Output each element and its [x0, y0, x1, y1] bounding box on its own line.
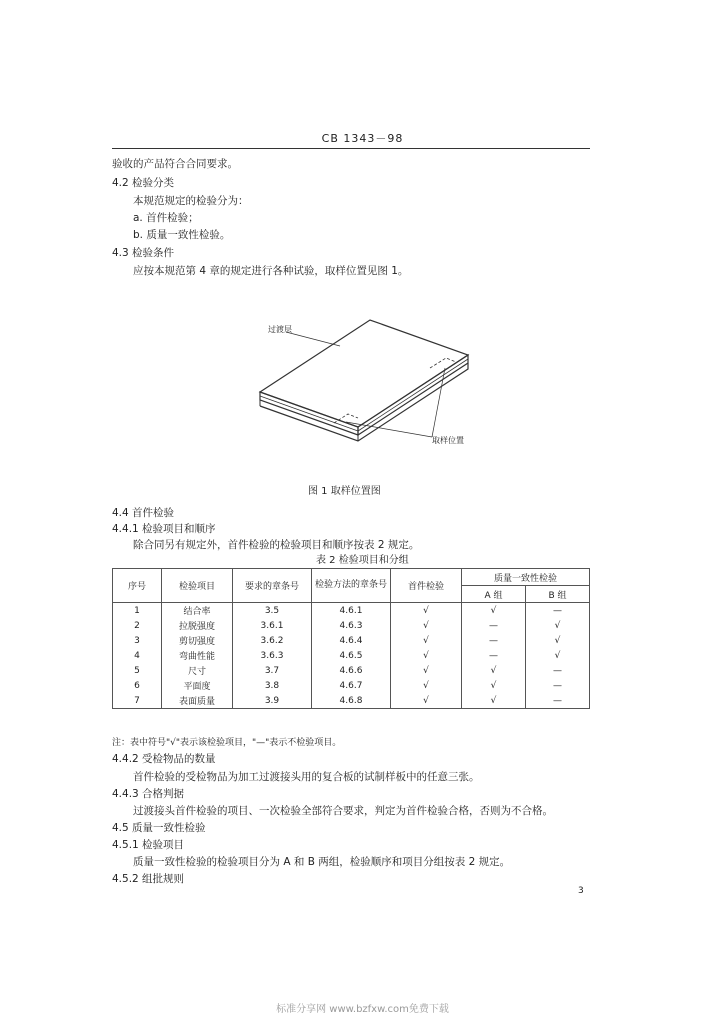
cell-b: —: [525, 663, 589, 678]
cell-item: 结合率: [162, 603, 233, 619]
table-row: [113, 603, 590, 619]
cell-first: √: [391, 663, 462, 678]
col-method: 检验方法的章条号: [312, 569, 391, 603]
col-item: 检验项目: [162, 569, 233, 603]
cell-item: 剪切强度: [162, 633, 233, 648]
cell-b: √: [525, 648, 589, 663]
cell-first: √: [391, 648, 462, 663]
section-heading: 4.5 质量一致性检验: [112, 822, 206, 834]
cell-no: 7: [113, 693, 162, 709]
cell-first: √: [391, 603, 462, 619]
cell-a: —: [462, 618, 526, 633]
cell-b: —: [525, 693, 589, 709]
table-row: [113, 693, 590, 709]
text-line: 质量一致性检验的检验项目分为 A 和 B 两组，检验顺序和项目分组按表 2 规定。: [133, 856, 511, 868]
cell-a: √: [462, 663, 526, 678]
cell-method: 4.6.4: [312, 633, 391, 648]
list-item: a. 首件检验；: [133, 212, 199, 224]
text-line: 过渡接头首件检验的项目、一次检验全部符合要求，判定为首件检验合格，否则为不合格。: [133, 805, 553, 817]
cell-req: 3.6.2: [233, 633, 312, 648]
cell-no: 6: [113, 678, 162, 693]
section-heading: 4.4.2 受检物品的数量: [112, 753, 216, 765]
cell-method: 4.6.3: [312, 618, 391, 633]
section-heading: 4.5.1 检验项目: [112, 839, 185, 851]
cell-first: √: [391, 693, 462, 709]
cell-a: —: [462, 633, 526, 648]
cell-a: √: [462, 678, 526, 693]
table-title: 表 2 检验项目和分组: [316, 555, 409, 566]
cell-first: √: [391, 618, 462, 633]
section-heading: 4.2 检验分类: [112, 177, 175, 189]
col-req: 要求的章条号: [233, 569, 312, 603]
text-line: 首件检验的受检物品为加工过渡接头用的复合板的试制样板中的任意三张。: [133, 771, 480, 783]
list-item: b. 质量一致性检验。: [133, 229, 231, 241]
col-a: A 组: [462, 586, 526, 603]
cell-no: 4: [113, 648, 162, 663]
cell-method: 4.6.8: [312, 693, 391, 709]
cell-no: 5: [113, 663, 162, 678]
cell-req: 3.5: [233, 603, 312, 619]
cell-item: 平面度: [162, 678, 233, 693]
col-b: B 组: [525, 586, 589, 603]
header-rule: [112, 148, 590, 149]
cell-no: 1: [113, 603, 162, 619]
table-row: [113, 618, 590, 633]
figure-label-bottom: 取样位置: [432, 436, 464, 445]
section-heading: 4.4.1 检验项目和顺序: [112, 523, 216, 535]
watermark: 标准分享网 www.bzfxw.com免费下载: [276, 1004, 449, 1015]
cell-first: √: [391, 678, 462, 693]
table-row: [113, 678, 590, 693]
table-header-row: [113, 569, 590, 586]
section-heading: 4.5.2 组批规则: [112, 873, 185, 885]
cell-b: √: [525, 618, 589, 633]
cell-method: 4.6.5: [312, 648, 391, 663]
col-qc: 质量一致性检验: [462, 569, 590, 586]
section-heading: 4.3 检验条件: [112, 247, 175, 259]
cell-b: √: [525, 633, 589, 648]
cell-req: 3.8: [233, 678, 312, 693]
cell-no: 3: [113, 633, 162, 648]
cell-no: 2: [113, 618, 162, 633]
cell-item: 拉脱强度: [162, 618, 233, 633]
col-first: 首件检验: [391, 569, 462, 603]
figure-caption: 图 1 取样位置图: [308, 486, 381, 497]
col-no: 序号: [113, 569, 162, 603]
cell-a: —: [462, 648, 526, 663]
cell-req: 3.9: [233, 693, 312, 709]
cell-a: √: [462, 603, 526, 619]
cell-b: —: [525, 678, 589, 693]
cell-item: 尺寸: [162, 663, 233, 678]
figure-label-top: 过渡层: [268, 325, 292, 334]
cell-method: 4.6.1: [312, 603, 391, 619]
page-header: CB 1343－98: [321, 132, 404, 145]
text-line: 应按本规范第 4 章的规定进行各种试验，取样位置见图 1。: [133, 265, 409, 277]
page-number: 3: [578, 886, 584, 896]
table-note: 注：表中符号"√"表示该检验项目，"—"表示不检验项目。: [112, 738, 342, 748]
section-heading: 4.4 首件检验: [112, 507, 175, 519]
table-row: [113, 648, 590, 663]
text-line: 除合同另有规定外，首件检验的检验项目和顺序按表 2 规定。: [133, 539, 420, 551]
cell-item: 弯曲性能: [162, 648, 233, 663]
cell-req: 3.7: [233, 663, 312, 678]
cell-method: 4.6.7: [312, 678, 391, 693]
cell-req: 3.6.3: [233, 648, 312, 663]
table-row: [113, 663, 590, 678]
section-heading: 4.4.3 合格判据: [112, 788, 185, 800]
text-line: 本规范规定的检验分为：: [133, 195, 249, 207]
text-line: 验收的产品符合合同要求。: [112, 158, 238, 170]
cell-first: √: [391, 633, 462, 648]
inspection-table: [112, 568, 590, 709]
table-row: [113, 633, 590, 648]
cell-req: 3.6.1: [233, 618, 312, 633]
cell-method: 4.6.6: [312, 663, 391, 678]
cell-a: √: [462, 693, 526, 709]
cell-item: 表面质量: [162, 693, 233, 709]
cell-b: —: [525, 603, 589, 619]
